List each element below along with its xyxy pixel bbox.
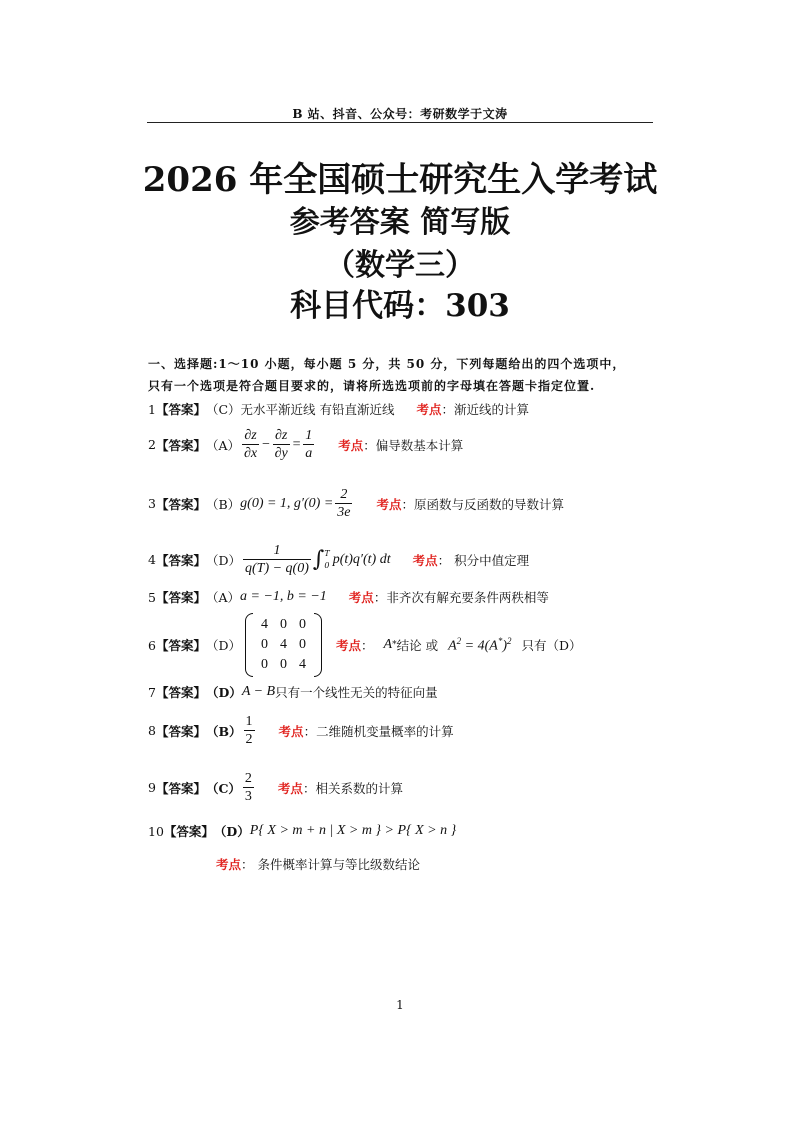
answer-label: 【答案】 <box>155 552 206 568</box>
math-expression: $A^2 = 4(A^*)^2$ <box>448 635 512 654</box>
diagonal-matrix <box>245 613 322 677</box>
math-expression: A − B <box>241 684 276 699</box>
answer-number: 6 <box>148 637 156 653</box>
matrix-row: 4 0 0 <box>261 617 306 632</box>
answer-label: 【答案】 <box>155 685 206 700</box>
point-label: 考点 <box>376 496 402 512</box>
answer-number: 3 <box>148 496 156 511</box>
answer-number: 7 <box>148 684 156 700</box>
answer-number: 10 <box>148 823 164 839</box>
answer-label: 【答案】 <box>163 824 214 839</box>
fraction: $\frac{\partial z}{\partial x}$ <box>244 428 258 461</box>
header-rule <box>147 122 653 123</box>
fraction: $\frac{\partial z}{\partial y}$ <box>274 428 288 461</box>
answer-choice: （A） <box>205 437 240 453</box>
answer-choice: （B） <box>205 723 242 739</box>
answer-number: 4 <box>148 552 156 567</box>
point-label: 考点 <box>338 437 364 453</box>
matrix-row: 0 0 4 <box>261 657 306 672</box>
answer-label: 【答案】 <box>155 496 206 512</box>
answer-row-5 <box>148 588 549 606</box>
title-line-2: 参考答案 简写版 <box>289 205 511 240</box>
integral <box>313 547 391 572</box>
answer-row-9 <box>148 770 403 805</box>
math-symbol: A <box>383 637 393 652</box>
minus-sign: − <box>261 436 271 452</box>
answer-text: 无水平渐近线 有铅直渐近线 <box>240 402 395 417</box>
point-label: 考点 <box>278 723 304 739</box>
point-text: ：渐近线的计算 <box>441 402 530 417</box>
point-text: ： <box>361 638 374 653</box>
answer-choice: （B） <box>205 496 241 512</box>
answer-number: 2 <box>148 437 156 452</box>
point-label: 考点 <box>336 638 362 653</box>
point-label: 考点 <box>277 780 303 796</box>
point-text: ： 积分中值定理 <box>437 552 530 568</box>
answer-label: 【答案】 <box>155 780 206 796</box>
answer-row-2 <box>148 427 463 462</box>
page-number: 1 <box>396 998 404 1012</box>
answer-choice: （C） <box>205 402 241 417</box>
answer-row-10 <box>148 822 456 840</box>
fraction: $\frac{2}{3}$ <box>244 771 252 804</box>
answer-label: 【答案】 <box>155 590 206 605</box>
point-label: 考点 <box>416 402 442 417</box>
point-text: ：非齐次有解充要条件两秩相等 <box>373 590 549 605</box>
answer-number: 5 <box>148 589 156 605</box>
point-text: ：相关系数的计算 <box>302 780 403 796</box>
title-line-1: 2026 年全国硕士研究生入学考试 <box>142 160 658 200</box>
answer-row-1 <box>148 400 529 418</box>
title-line-3: （数学三） <box>325 248 475 283</box>
answer-label: 【答案】 <box>155 402 206 417</box>
answer-number: 1 <box>148 401 156 417</box>
point-label: 考点 <box>412 552 438 568</box>
integral-sign: ∫ <box>312 547 325 572</box>
integrand: p(t)q′(t) dt <box>332 551 391 567</box>
point-text: ：偏导数基本计算 <box>363 437 464 453</box>
answer-choice: （D） <box>213 824 250 839</box>
answer-row-8 <box>148 713 454 748</box>
math-expression: P{ X > m + n | X > m } > P{ X > n } <box>249 823 457 838</box>
answer-number: 8 <box>148 723 156 738</box>
answer-choice: （D） <box>205 638 241 653</box>
superscript: * <box>392 640 397 650</box>
intro-line-1: 一、选择题:1～10 小题，每小题 5 分，共 50 分，下列每题给出的四个选项中， <box>148 357 626 371</box>
point-label: 考点 <box>348 590 374 605</box>
equals-sign: = <box>291 436 302 452</box>
fraction: $\frac{1}{a}$ <box>305 428 313 461</box>
answer-choice: （D） <box>205 552 241 568</box>
answer-row-7 <box>148 683 438 701</box>
fraction: $\frac{1}{q(T) - q(0)}$ <box>245 543 309 576</box>
answer-choice: （C） <box>205 780 241 796</box>
title-line-4: 科目代码：303 <box>290 288 510 324</box>
answer-row-3 <box>148 486 564 521</box>
answer-label: 【答案】 <box>155 723 206 739</box>
math-expression: a = −1, b = −1 <box>240 589 327 604</box>
answer-text: 只有一个线性无关的特征向量 <box>275 685 438 700</box>
answer-choice: （A） <box>205 590 240 605</box>
answer-10-point <box>216 855 420 873</box>
intro-line-2: 只有一个选项是符合题目要求的，请将所选选项前的字母填在答题卡指定位置. <box>148 379 596 393</box>
answer-label: 【答案】 <box>155 437 206 453</box>
upper-limit: T <box>324 548 330 558</box>
fraction: $\frac{2}{3e}$ <box>337 487 351 520</box>
answer-choice: （D） <box>205 685 242 700</box>
fraction: $\frac{1}{2}$ <box>245 714 253 747</box>
lower-limit: 0 <box>324 560 330 570</box>
page-header: B 站、抖音、公众号：考研数学于文涛 <box>292 107 508 121</box>
point-text: ：原函数与反函数的导数计算 <box>401 496 565 512</box>
point-text: ： 条件概率计算与等比级数结论 <box>241 857 420 872</box>
answer-row-6 <box>148 613 582 677</box>
answer-number: 9 <box>148 780 156 795</box>
point-label: 考点 <box>216 857 242 872</box>
note-text: 只有（D） <box>521 638 582 653</box>
answer-row-4 <box>148 542 529 577</box>
point-text: ：二维随机变量概率的计算 <box>303 723 454 739</box>
answer-label: 【答案】 <box>155 638 206 653</box>
matrix-row: 0 4 0 <box>261 637 306 652</box>
note-text: 结论 或 <box>396 638 439 653</box>
math-expression: g(0) = 1, g′(0) = <box>240 495 334 511</box>
